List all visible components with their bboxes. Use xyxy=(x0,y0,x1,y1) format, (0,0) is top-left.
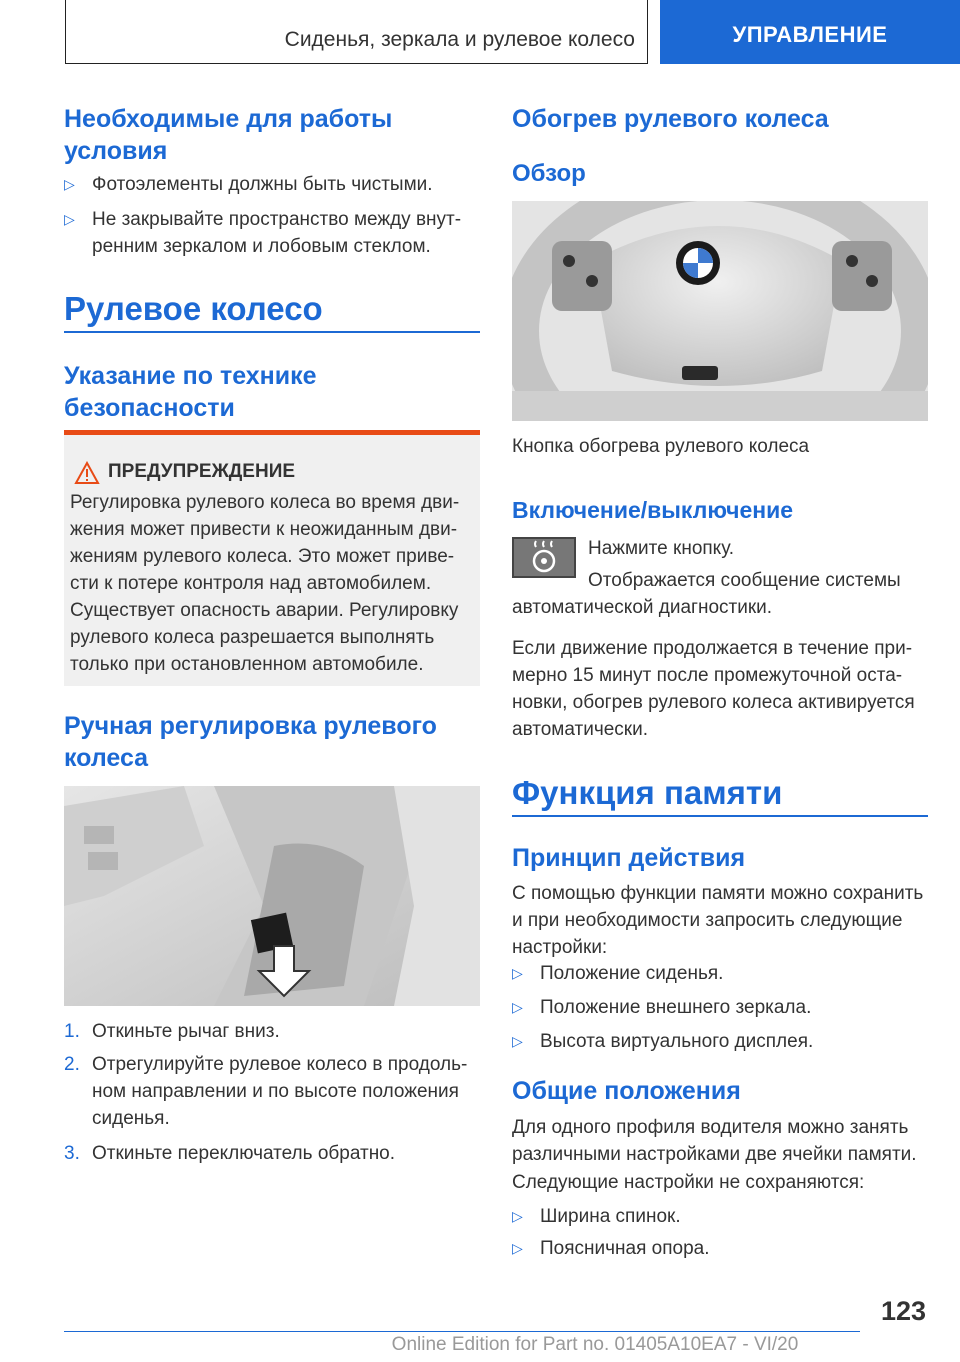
section-title: Сиденья, зеркала и рулевое колесо xyxy=(284,28,635,51)
list-item: ▷ Поясничная опора. xyxy=(512,1235,928,1262)
list-item: ▷ Высота виртуального дисплея. xyxy=(512,1028,928,1055)
warning-text: Регулировка рулевого колеса во время дви‐жения может привести к неожиданным дви‐жениям рулевого колеса. Это может приве‐сти к потере контроля над автомобилем. Существует опасность аварии. Регулировку рулевого колеса разрешается выполнять только при остановленном автомобиле. xyxy=(70,492,460,675)
list-item: ▷ Ширина спинок. xyxy=(512,1203,928,1230)
onoff-heading: Включение/выключение xyxy=(512,497,794,523)
general-text: Следующие настройки не сохраняются: xyxy=(512,1172,865,1193)
memory-heading: Функция памяти xyxy=(512,774,783,811)
principle-heading: Принцип действия xyxy=(512,844,746,872)
triangle-bullet-icon: ▷ xyxy=(64,211,75,227)
list-item: ▷ Положение внешнего зеркала. xyxy=(512,994,928,1021)
list-item: ▷ Положение сиденья. xyxy=(512,960,928,987)
header-frame xyxy=(65,0,648,64)
onoff-auto-text: Если движение продолжается в течение при‐мерно 15 минут после промежуточной оста‐новки, обогрев рулевого колеса активируется автоматически. xyxy=(512,638,915,740)
triangle-bullet-icon: ▷ xyxy=(64,176,75,192)
image-caption: Кнопка обогрева рулевого колеса xyxy=(512,436,810,457)
onoff-instruction: Нажмите кнопку. xyxy=(588,538,735,559)
steering-wheel-image xyxy=(512,201,928,421)
footer-rule xyxy=(64,1331,860,1332)
triangle-bullet-icon: ▷ xyxy=(512,965,523,981)
page-number: 123 xyxy=(880,1296,926,1326)
list-item: ▷ Фотоэлементы должны быть чистыми. xyxy=(64,171,480,198)
step-item: 2. Отрегулируйте рулевое колесо в продоль‐ном направлении и по высоте положения сиденья. xyxy=(64,1054,468,1129)
triangle-bullet-icon: ▷ xyxy=(512,1033,523,1049)
heading-rule xyxy=(64,331,480,333)
steering-lever-image xyxy=(64,786,480,1006)
step-item: 1. Откиньте рычаг вниз. xyxy=(64,1021,280,1042)
heating-heading: Обогрев рулевого колеса xyxy=(512,105,829,133)
principle-text: С помощью функции памяти можно сохранить и при необходимости запросить следующие настройки: xyxy=(512,883,924,958)
edition-footer: Online Edition for Part no. 01405A10EA7 - VI/20 xyxy=(391,1334,799,1355)
conditions-heading: Необходимые для работы условия xyxy=(64,105,393,165)
triangle-bullet-icon: ▷ xyxy=(512,1208,523,1224)
general-heading: Общие положения xyxy=(512,1077,741,1105)
onoff-message: Отображается сообщение системы автоматической диагностики. xyxy=(512,570,901,618)
triangle-bullet-icon: ▷ xyxy=(512,999,523,1015)
chapter-tab[interactable]: УПРАВЛЕНИЕ xyxy=(660,0,960,64)
general-text: Для одного профиля водителя можно занять различными настройками две ячейки памяти. xyxy=(512,1117,917,1165)
manual-heading: Ручная регулировка рулевого колеса xyxy=(64,712,437,772)
list-item: ▷ Не закрывайте пространство между внут‐ренним зеркалом и лобовым стеклом. xyxy=(64,206,480,260)
steering-heading: Рулевое колесо xyxy=(64,290,323,327)
warning-title: ПРЕДУПРЕЖДЕНИЕ xyxy=(108,461,296,482)
heading-rule xyxy=(512,815,928,817)
step-item: 3. Откиньте переключатель обратно. xyxy=(64,1143,396,1164)
warning-box xyxy=(64,430,480,686)
triangle-bullet-icon: ▷ xyxy=(512,1240,523,1256)
warning-triangle-icon xyxy=(74,461,100,485)
safety-heading: Указание по технике безопасности xyxy=(64,362,317,422)
overview-heading: Обзор xyxy=(512,160,586,187)
